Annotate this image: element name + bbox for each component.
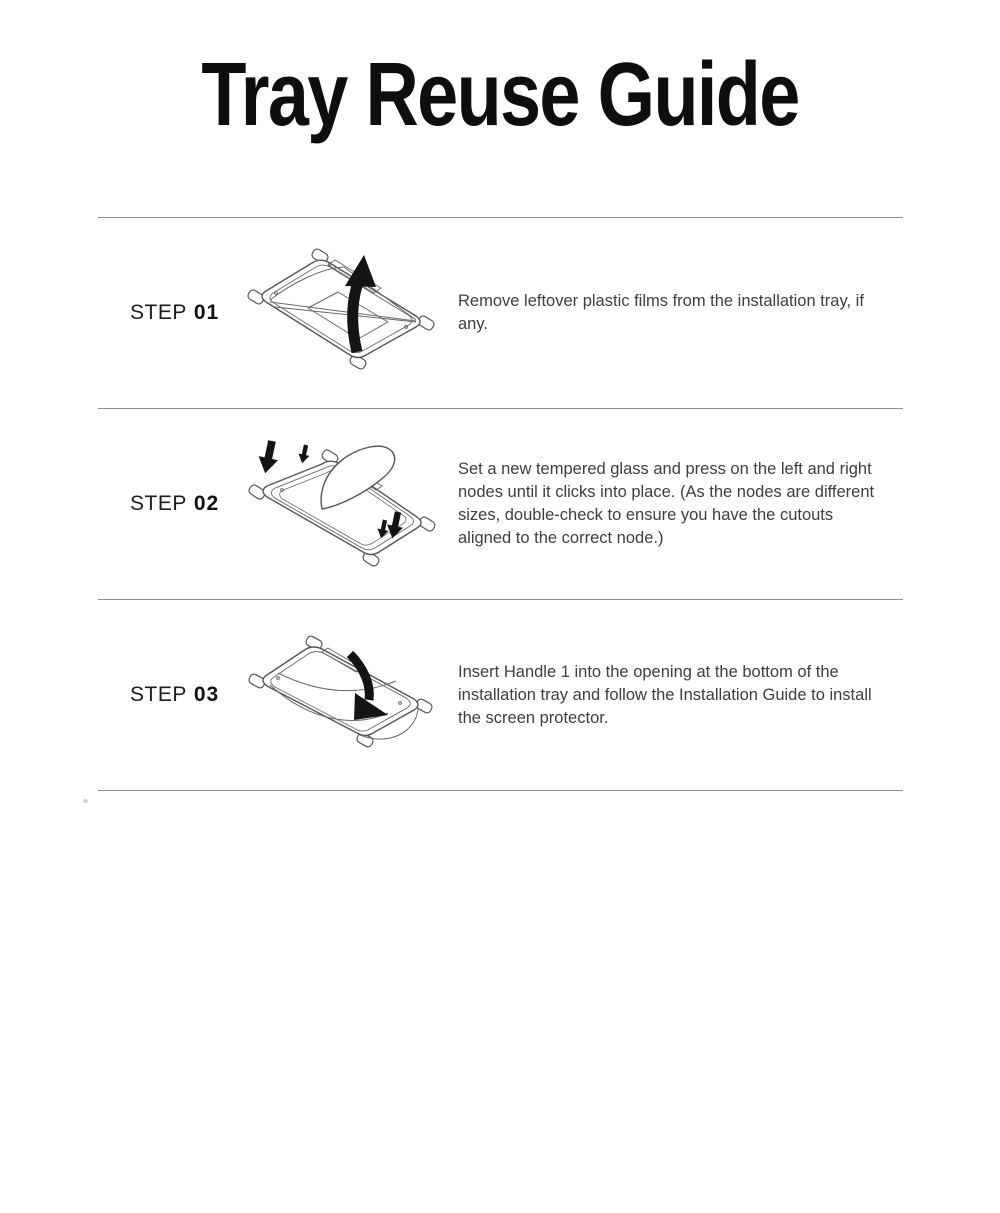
tray-press-nodes-illustration [242, 432, 442, 577]
step-label-word: STEP [130, 683, 187, 706]
tray-outline [263, 647, 418, 736]
tray-film-peel-drawing [242, 241, 442, 386]
tray-reuse-guide-page [0, 45, 1000, 791]
tray-film-peel-illustration [242, 241, 442, 386]
tray-insert-handle-illustration [242, 623, 442, 768]
step-row-02 [98, 408, 903, 599]
print-speck [83, 799, 88, 803]
press-down-arrow-icon [255, 438, 281, 474]
step-description: Remove leftover plastic films from the installation tray, if any. [458, 292, 864, 333]
tray-outline [262, 260, 420, 357]
step-number: 02 [193, 492, 220, 515]
step-label [130, 301, 242, 325]
step-number: 01 [193, 301, 220, 324]
step-label-word: STEP [130, 301, 187, 324]
page-title: Tray Reuse Guide [201, 45, 799, 145]
press-down-arrow-icon [297, 443, 312, 464]
step-description: Set a new tempered glass and press on the left and right nodes until it clicks into place. (As the nodes are different sizes, double-check to ensure you have the cutouts aligned to the correct node.) [458, 460, 875, 547]
step-label [130, 492, 242, 516]
step-row-03 [98, 599, 903, 790]
tray-press-nodes-drawing [242, 432, 442, 577]
tray-insert-handle-drawing [242, 623, 442, 768]
steps-list [98, 217, 903, 791]
step-description: Insert Handle 1 into the opening at the bottom of the installation tray and follow the Installation Guide to install the screen protector. [458, 662, 872, 727]
step-label [130, 683, 242, 707]
step-number: 03 [193, 683, 220, 706]
step-row-01 [98, 217, 903, 408]
step-label-word: STEP [130, 492, 187, 515]
